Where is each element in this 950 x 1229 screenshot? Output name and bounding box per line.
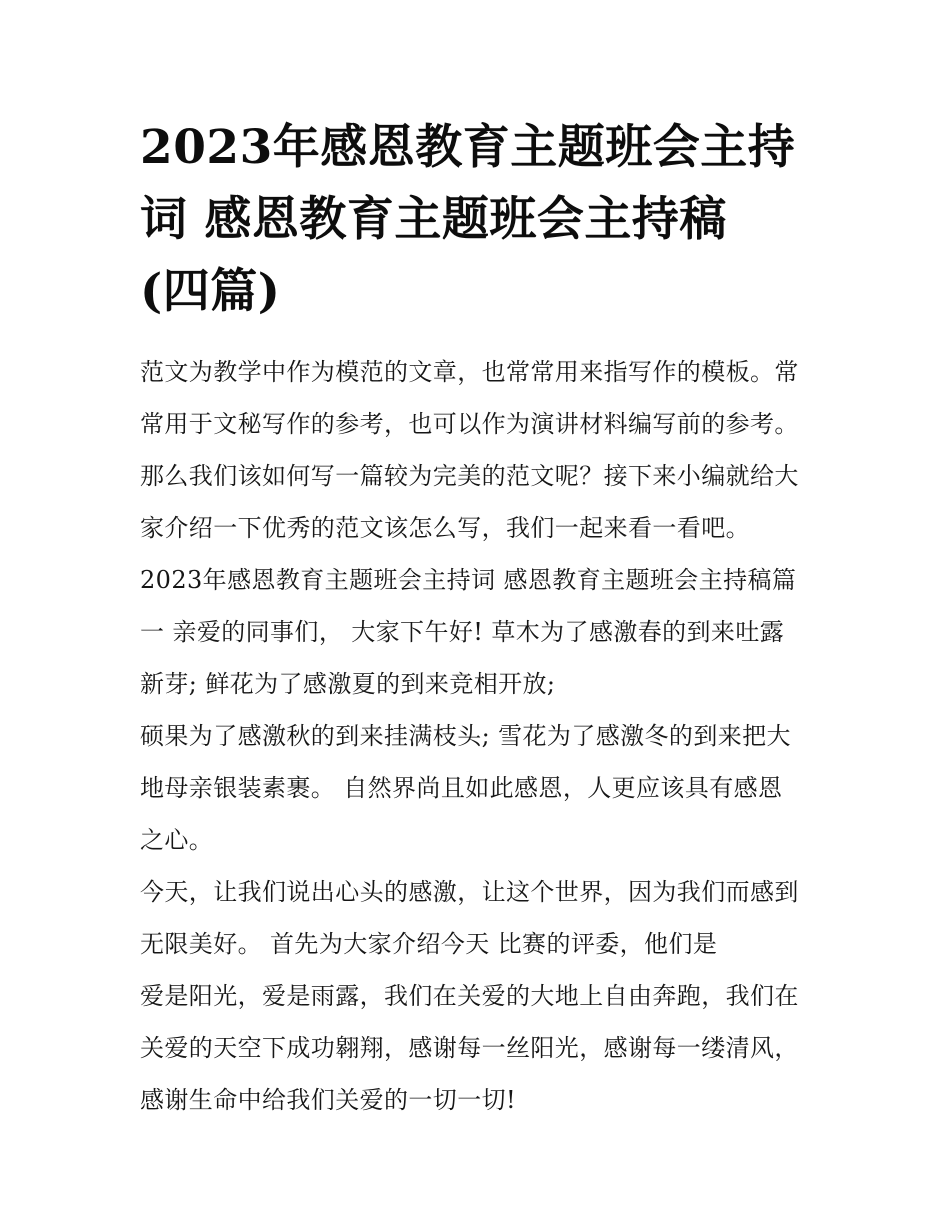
body-line: 一 亲爱的同事们， 大家下午好! 草木为了感激春的到来吐露 <box>140 618 785 646</box>
document-content <box>140 112 820 1126</box>
document-body <box>140 346 820 1126</box>
body-line: 范文为教学中作为模范的文章，也常常用来指写作的模板。常 <box>140 358 799 386</box>
title-line: (四篇) <box>140 264 281 319</box>
body-line: 今天，让我们说出心头的感激，让这个世界，因为我们而感到 <box>140 878 799 906</box>
title-line: 2023年感恩教育主题班会主持 <box>140 120 796 175</box>
body-line: 无限美好。 首先为大家介绍今天 比赛的评委，他们是 <box>140 930 718 958</box>
body-line: 关爱的天空下成功翱翔，感谢每一丝阳光，感谢每一缕清风， <box>140 1034 799 1062</box>
body-line: 2023年感恩教育主题班会主持词 感恩教育主题班会主持稿篇 <box>140 566 797 594</box>
body-line: 那么我们该如何写一篇较为完美的范文呢？接下来小编就给大 <box>140 462 799 490</box>
body-line: 感谢生命中给我们关爱的一切一切! <box>140 1086 517 1114</box>
body-line: 常用于文秘写作的参考，也可以作为演讲材料编写前的参考。 <box>140 410 799 438</box>
body-line: 新芽; 鲜花为了感激夏的到来竞相开放; <box>140 670 556 698</box>
body-line: 硕果为了感激秋的到来挂满枝头; 雪花为了感激冬的到来把大 <box>140 722 791 750</box>
body-line: 爱是阳光，爱是雨露，我们在关爱的大地上自由奔跑，我们在 <box>140 982 799 1010</box>
body-line: 之心。 <box>140 826 214 854</box>
title-line: 词 感恩教育主题班会主持稿 <box>140 192 727 247</box>
body-line: 地母亲银装素裹。 自然界尚且如此感恩，人更应该具有感恩 <box>140 774 783 802</box>
body-line: 家介绍一下优秀的范文该怎么写，我们一起来看一看吧。 <box>140 514 750 542</box>
document-title <box>140 112 820 328</box>
